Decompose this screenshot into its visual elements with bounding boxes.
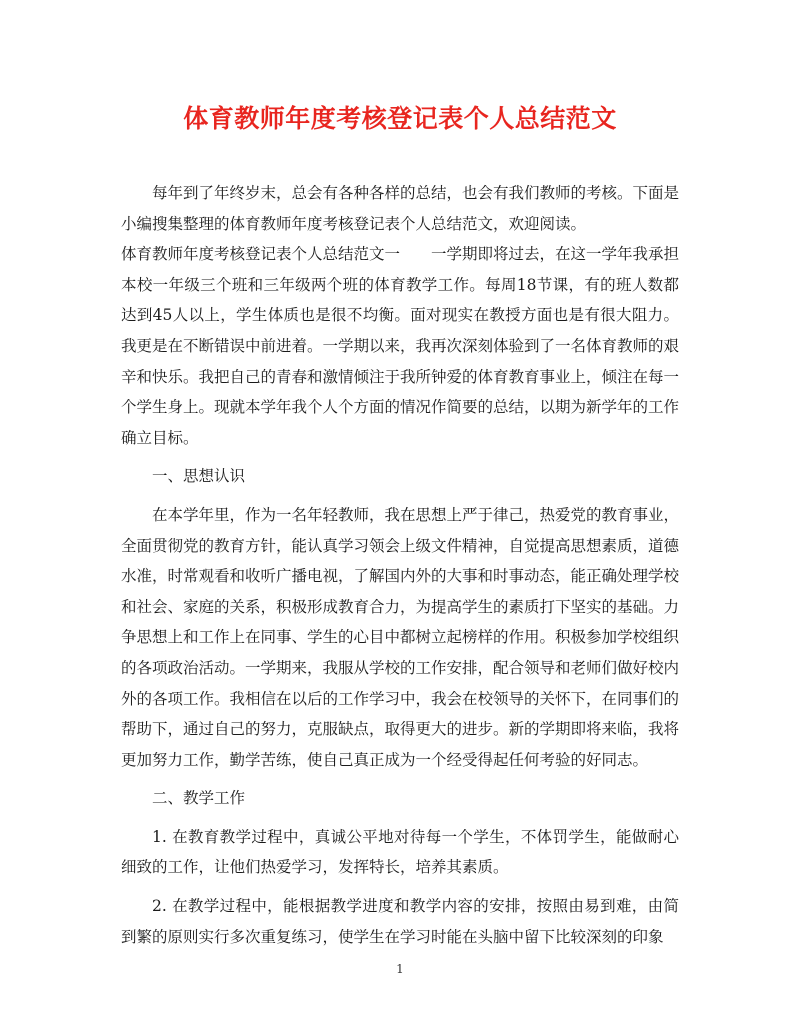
section-heading-thought: 一、思想认识 [152, 467, 246, 486]
document-body [121, 178, 679, 952]
page-number: 1 [396, 962, 404, 976]
paragraph-gap [121, 883, 679, 891]
paragraph-gap [121, 814, 679, 822]
intro-paragraph: 每年到了年终岁末，总会有各种各样的总结，也会有我们教师的考核。下面是小编搜集整理的体育教师年度考核登记表个人总结范文，欢迎阅读。 [121, 184, 680, 233]
teaching-item-1: 1. 在教育教学过程中，真诚公平地对待每一个学生，不体罚学生，能做耐心细致的工作，让他们热爱学习，发挥特长，培养其素质。 [121, 827, 679, 877]
paragraph-gap [121, 453, 679, 461]
paragraph-gap [121, 492, 679, 500]
teaching-item-2: 2. 在教学过程中，能根据教学进度和教学内容的安排，按照由易到难，由简到繁的原则实行多次重复练习，使学生在学习时能在头脑中留下比较深刻的印象 [121, 897, 679, 946]
thought-paragraph: 在本学年里，作为一名年轻教师，我在思想上严于律己，热爱党的教育事业，全面贯彻党的教育方针，能认真学习领会上级文件精神，自觉提高思想素质，道德水准，时常观看和收听广播电视，了解国内外的大事和时事动态，能正确处理学校和社会、家庭的关系，积极形成教育合力，为提高学生的素质打下坚实的基础。力争思想上和工作上在同事、学生的心目中都树立起榜样的作用。积极参加学校组织的各项政治活动。一学期来，我服从学校的工作安排，配合领导和老师们做好校内外的各项工作。我相信在以后的工作学习中，我会在校领导的关怀下，在同事们的帮助下，通过自己的努力，克服缺点，取得更大的进步。新的学期即将来临，我将更加努力工作，勤学苦练，使自己真正成为一个经受得起任何考验的好同志。 [121, 505, 680, 769]
summary-paragraph: 体育教师年度考核登记表个人总结范文一 一学期即将过去，在这一学年我承担本校一年级三个班和三年级两个班的体育教学工作。每周18节课，有的班人数都达到45人以上，学生体质也是很不均衡。面对现实在教授方面也是有很大阻力。我更是在不断错误中前进着。一学期以来，我再次深刻体验到了一名体育教师的艰辛和快乐。我把自己的青春和激情倾注于我所钟爱的体育教育事业上，倾注在每一个学生身上。现就本学年我个人个方面的情况作简要的总结，以期为新学年的工作确立目标。 [121, 245, 680, 447]
section-heading-teaching: 二、教学工作 [152, 789, 246, 808]
document-title: 体育教师年度考核登记表个人总结范文 [183, 104, 617, 133]
paragraph-gap [121, 775, 679, 783]
